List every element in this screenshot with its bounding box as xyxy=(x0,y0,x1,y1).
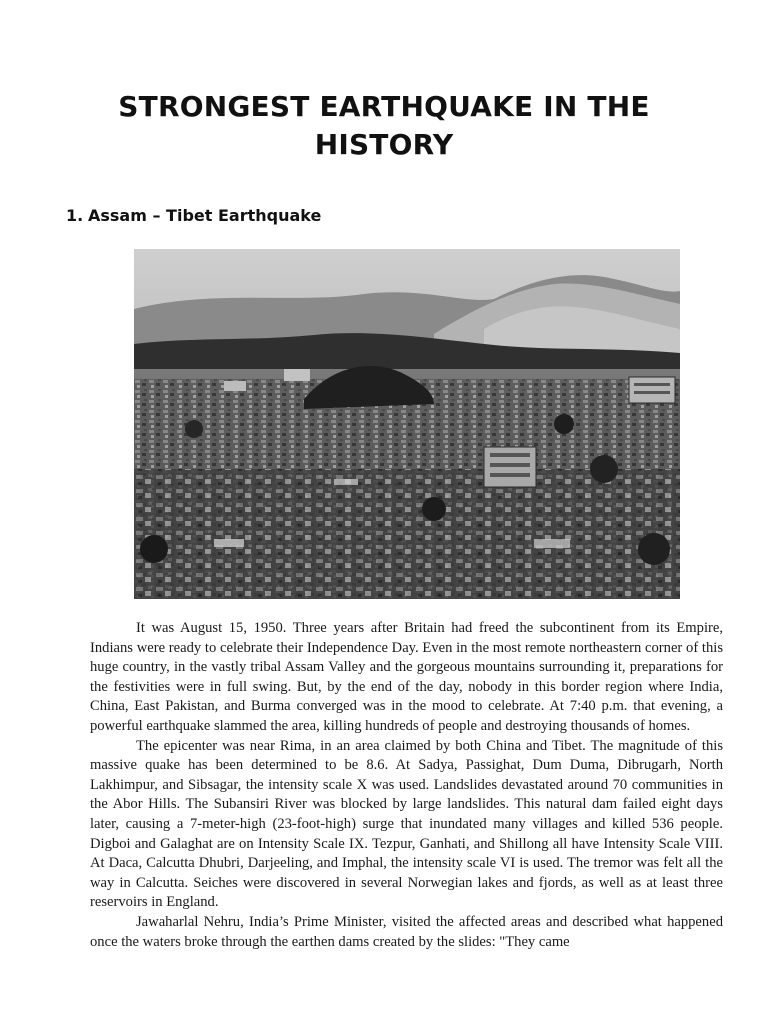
earthquake-aerial-photo xyxy=(134,249,680,599)
section-number: 1. xyxy=(66,206,84,225)
section-heading xyxy=(66,205,321,227)
photo-illustration xyxy=(134,249,680,599)
article-body xyxy=(90,619,723,952)
section-heading-text: Assam – Tibet Earthquake xyxy=(88,206,322,225)
page-title: STRONGEST EARTHQUAKE IN THE HISTORY xyxy=(118,90,650,161)
paragraph-3: Jawaharlal Nehru, India’s Prime Minister, visited the affected areas and described what happened once the waters broke through the earthen dams created by the slides: "They came xyxy=(90,913,723,950)
paragraph-2: The epicenter was near Rima, in an area claimed by both China and Tibet. The magnitude of this massive quake has been determined to be 8.6. At Sadya, Passighat, Dum Duma, Dibrugarh, North Lakhimpur, and Sibsagar, the intensity scale X was used. Landslides devastated around 70 communities in the Abor Hills. The Subansiri River was blocked by large landslides. This natural dam failed eight days later, causing a 7-meter-high (23-foot-high) surge that inundated many villages and killed 536 people. Digboi and Galaghat are on Intensity Scale IX. Tezpur, Ganhati, and Shillong all have Intensity Scale VIII. At Daca, Calcutta Dhubri, Darjeeling, and Imphal, the intensity scale VI is used. The tremor was felt all the way in Calcutta. Seiches were discovered in several Norwegian lakes and fjords, as well as at least three reservoirs in England. xyxy=(90,737,723,911)
paragraph-1: It was August 15, 1950. Three years after Britain had freed the subcontinent from its Empire, Indians were ready to celebrate their Independence Day. Even in the most remote northeastern corner of this huge country, in the vastly tribal Assam Valley and the gorgeous mountains surrounding it, preparations for the festivities were in full swing. But, by the end of the day, nobody in this border region where India, China, East Pakistan, and Burma converged was in the mood to celebrate. At 7:40 p.m. that evening, a powerful earthquake slammed the area, killing hundreds of people and destroying thousands of homes. xyxy=(90,620,723,734)
